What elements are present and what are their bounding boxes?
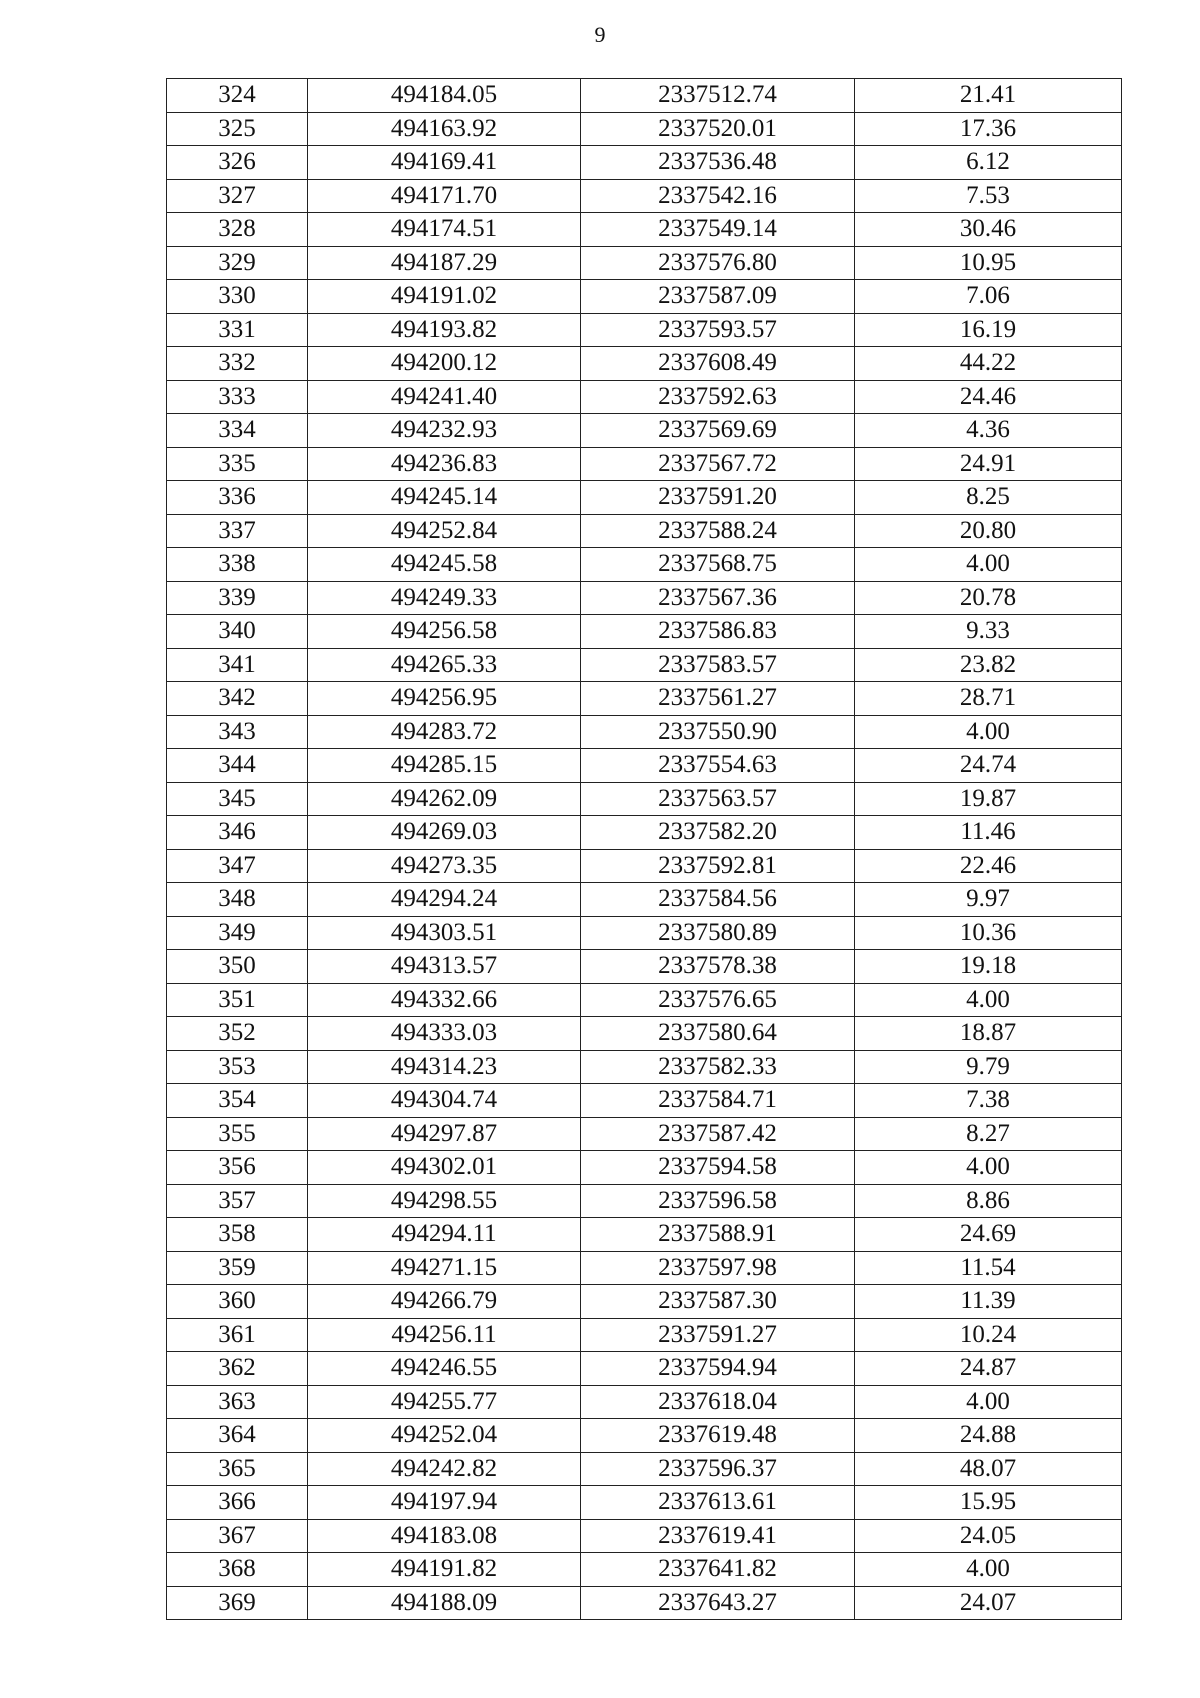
y-coordinate-cell: 2337549.14 [581, 213, 855, 247]
point-number-cell: 343 [167, 715, 308, 749]
x-coordinate-cell: 494252.04 [308, 1419, 581, 1453]
y-coordinate-cell: 2337591.20 [581, 481, 855, 515]
point-number-cell: 353 [167, 1050, 308, 1084]
y-coordinate-cell: 2337582.20 [581, 816, 855, 850]
distance-cell: 22.46 [855, 849, 1122, 883]
distance-cell: 23.82 [855, 648, 1122, 682]
point-number-cell: 354 [167, 1084, 308, 1118]
x-coordinate-cell: 494294.11 [308, 1218, 581, 1252]
y-coordinate-cell: 2337561.27 [581, 682, 855, 716]
y-coordinate-cell: 2337583.57 [581, 648, 855, 682]
table-row [167, 280, 1122, 314]
table-row [167, 313, 1122, 347]
y-coordinate-cell: 2337619.41 [581, 1519, 855, 1553]
table-row [167, 615, 1122, 649]
table-row [167, 146, 1122, 180]
x-coordinate-cell: 494171.70 [308, 179, 581, 213]
point-number-cell: 368 [167, 1553, 308, 1587]
point-number-cell: 351 [167, 983, 308, 1017]
x-coordinate-cell: 494245.58 [308, 548, 581, 582]
table-row [167, 916, 1122, 950]
table-row [167, 79, 1122, 113]
x-coordinate-cell: 494236.83 [308, 447, 581, 481]
distance-cell: 10.24 [855, 1318, 1122, 1352]
table-row [167, 883, 1122, 917]
y-coordinate-cell: 2337542.16 [581, 179, 855, 213]
distance-cell: 7.38 [855, 1084, 1122, 1118]
x-coordinate-cell: 494232.93 [308, 414, 581, 448]
y-coordinate-cell: 2337580.89 [581, 916, 855, 950]
distance-cell: 10.95 [855, 246, 1122, 280]
x-coordinate-cell: 494313.57 [308, 950, 581, 984]
point-number-cell: 326 [167, 146, 308, 180]
y-coordinate-cell: 2337587.42 [581, 1117, 855, 1151]
table-row [167, 246, 1122, 280]
x-coordinate-cell: 494256.58 [308, 615, 581, 649]
distance-cell: 4.00 [855, 1385, 1122, 1419]
y-coordinate-cell: 2337593.57 [581, 313, 855, 347]
distance-cell: 7.53 [855, 179, 1122, 213]
distance-cell: 21.41 [855, 79, 1122, 113]
point-number-cell: 338 [167, 548, 308, 582]
x-coordinate-cell: 494265.33 [308, 648, 581, 682]
coordinate-table-body [167, 79, 1122, 1620]
x-coordinate-cell: 494191.02 [308, 280, 581, 314]
table-row [167, 213, 1122, 247]
y-coordinate-cell: 2337641.82 [581, 1553, 855, 1587]
point-number-cell: 327 [167, 179, 308, 213]
point-number-cell: 361 [167, 1318, 308, 1352]
y-coordinate-cell: 2337512.74 [581, 79, 855, 113]
y-coordinate-cell: 2337536.48 [581, 146, 855, 180]
distance-cell: 24.74 [855, 749, 1122, 783]
distance-cell: 18.87 [855, 1017, 1122, 1051]
table-row [167, 1352, 1122, 1386]
point-number-cell: 335 [167, 447, 308, 481]
x-coordinate-cell: 494304.74 [308, 1084, 581, 1118]
distance-cell: 24.88 [855, 1419, 1122, 1453]
distance-cell: 24.69 [855, 1218, 1122, 1252]
x-coordinate-cell: 494297.87 [308, 1117, 581, 1151]
point-number-cell: 362 [167, 1352, 308, 1386]
distance-cell: 20.80 [855, 514, 1122, 548]
y-coordinate-cell: 2337580.64 [581, 1017, 855, 1051]
table-row [167, 682, 1122, 716]
distance-cell: 9.33 [855, 615, 1122, 649]
distance-cell: 4.36 [855, 414, 1122, 448]
point-number-cell: 328 [167, 213, 308, 247]
x-coordinate-cell: 494303.51 [308, 916, 581, 950]
distance-cell: 7.06 [855, 280, 1122, 314]
y-coordinate-cell: 2337587.30 [581, 1285, 855, 1319]
table-row [167, 1184, 1122, 1218]
distance-cell: 20.78 [855, 581, 1122, 615]
distance-cell: 4.00 [855, 1553, 1122, 1587]
distance-cell: 24.05 [855, 1519, 1122, 1553]
table-row [167, 1318, 1122, 1352]
point-number-cell: 346 [167, 816, 308, 850]
x-coordinate-cell: 494314.23 [308, 1050, 581, 1084]
y-coordinate-cell: 2337608.49 [581, 347, 855, 381]
distance-cell: 11.46 [855, 816, 1122, 850]
point-number-cell: 367 [167, 1519, 308, 1553]
table-row [167, 447, 1122, 481]
y-coordinate-cell: 2337568.75 [581, 548, 855, 582]
x-coordinate-cell: 494249.33 [308, 581, 581, 615]
table-row [167, 179, 1122, 213]
x-coordinate-cell: 494255.77 [308, 1385, 581, 1419]
point-number-cell: 349 [167, 916, 308, 950]
y-coordinate-cell: 2337584.71 [581, 1084, 855, 1118]
x-coordinate-cell: 494200.12 [308, 347, 581, 381]
y-coordinate-cell: 2337596.37 [581, 1452, 855, 1486]
point-number-cell: 364 [167, 1419, 308, 1453]
y-coordinate-cell: 2337576.80 [581, 246, 855, 280]
table-row [167, 347, 1122, 381]
table-row [167, 715, 1122, 749]
distance-cell: 24.91 [855, 447, 1122, 481]
y-coordinate-cell: 2337554.63 [581, 749, 855, 783]
y-coordinate-cell: 2337618.04 [581, 1385, 855, 1419]
x-coordinate-cell: 494252.84 [308, 514, 581, 548]
table-row [167, 112, 1122, 146]
table-row [167, 1586, 1122, 1620]
y-coordinate-cell: 2337591.27 [581, 1318, 855, 1352]
x-coordinate-cell: 494302.01 [308, 1151, 581, 1185]
table-row [167, 1553, 1122, 1587]
point-number-cell: 348 [167, 883, 308, 917]
x-coordinate-cell: 494197.94 [308, 1486, 581, 1520]
y-coordinate-cell: 2337643.27 [581, 1586, 855, 1620]
y-coordinate-cell: 2337569.69 [581, 414, 855, 448]
distance-cell: 24.87 [855, 1352, 1122, 1386]
page-number: 9 [594, 22, 606, 47]
x-coordinate-cell: 494163.92 [308, 112, 581, 146]
distance-cell: 11.54 [855, 1251, 1122, 1285]
point-number-cell: 365 [167, 1452, 308, 1486]
distance-cell: 9.79 [855, 1050, 1122, 1084]
point-number-cell: 333 [167, 380, 308, 414]
point-number-cell: 330 [167, 280, 308, 314]
x-coordinate-cell: 494187.29 [308, 246, 581, 280]
distance-cell: 19.87 [855, 782, 1122, 816]
x-coordinate-cell: 494184.05 [308, 79, 581, 113]
y-coordinate-cell: 2337582.33 [581, 1050, 855, 1084]
x-coordinate-cell: 494256.95 [308, 682, 581, 716]
table-row [167, 816, 1122, 850]
x-coordinate-cell: 494242.82 [308, 1452, 581, 1486]
table-row [167, 581, 1122, 615]
y-coordinate-cell: 2337594.58 [581, 1151, 855, 1185]
table-row [167, 1017, 1122, 1051]
distance-cell: 8.25 [855, 481, 1122, 515]
distance-cell: 19.18 [855, 950, 1122, 984]
point-number-cell: 331 [167, 313, 308, 347]
point-number-cell: 352 [167, 1017, 308, 1051]
x-coordinate-cell: 494273.35 [308, 849, 581, 883]
point-number-cell: 357 [167, 1184, 308, 1218]
distance-cell: 28.71 [855, 682, 1122, 716]
table-row [167, 1050, 1122, 1084]
y-coordinate-cell: 2337563.57 [581, 782, 855, 816]
table-row [167, 749, 1122, 783]
x-coordinate-cell: 494246.55 [308, 1352, 581, 1386]
distance-cell: 11.39 [855, 1285, 1122, 1319]
x-coordinate-cell: 494256.11 [308, 1318, 581, 1352]
table-row [167, 548, 1122, 582]
point-number-cell: 334 [167, 414, 308, 448]
distance-cell: 4.00 [855, 1151, 1122, 1185]
y-coordinate-cell: 2337619.48 [581, 1419, 855, 1453]
y-coordinate-cell: 2337567.72 [581, 447, 855, 481]
y-coordinate-cell: 2337588.91 [581, 1218, 855, 1252]
table-row [167, 1519, 1122, 1553]
table-row [167, 1251, 1122, 1285]
distance-cell: 4.00 [855, 983, 1122, 1017]
x-coordinate-cell: 494241.40 [308, 380, 581, 414]
coordinate-table [166, 78, 1122, 1620]
point-number-cell: 336 [167, 481, 308, 515]
distance-cell: 15.95 [855, 1486, 1122, 1520]
distance-cell: 24.46 [855, 380, 1122, 414]
y-coordinate-cell: 2337592.63 [581, 380, 855, 414]
x-coordinate-cell: 494269.03 [308, 816, 581, 850]
x-coordinate-cell: 494332.66 [308, 983, 581, 1017]
distance-cell: 16.19 [855, 313, 1122, 347]
point-number-cell: 350 [167, 950, 308, 984]
point-number-cell: 332 [167, 347, 308, 381]
distance-cell: 4.00 [855, 548, 1122, 582]
y-coordinate-cell: 2337550.90 [581, 715, 855, 749]
y-coordinate-cell: 2337576.65 [581, 983, 855, 1017]
point-number-cell: 356 [167, 1151, 308, 1185]
point-number-cell: 366 [167, 1486, 308, 1520]
distance-cell: 44.22 [855, 347, 1122, 381]
point-number-cell: 360 [167, 1285, 308, 1319]
y-coordinate-cell: 2337613.61 [581, 1486, 855, 1520]
y-coordinate-cell: 2337586.83 [581, 615, 855, 649]
x-coordinate-cell: 494285.15 [308, 749, 581, 783]
distance-cell: 6.12 [855, 146, 1122, 180]
table-row [167, 1218, 1122, 1252]
point-number-cell: 347 [167, 849, 308, 883]
y-coordinate-cell: 2337592.81 [581, 849, 855, 883]
table-row [167, 514, 1122, 548]
distance-cell: 24.07 [855, 1586, 1122, 1620]
distance-cell: 8.27 [855, 1117, 1122, 1151]
table-row [167, 950, 1122, 984]
distance-cell: 17.36 [855, 112, 1122, 146]
distance-cell: 10.36 [855, 916, 1122, 950]
point-number-cell: 363 [167, 1385, 308, 1419]
distance-cell: 48.07 [855, 1452, 1122, 1486]
table-row [167, 1084, 1122, 1118]
y-coordinate-cell: 2337587.09 [581, 280, 855, 314]
table-row [167, 849, 1122, 883]
point-number-cell: 369 [167, 1586, 308, 1620]
x-coordinate-cell: 494183.08 [308, 1519, 581, 1553]
y-coordinate-cell: 2337584.56 [581, 883, 855, 917]
y-coordinate-cell: 2337567.36 [581, 581, 855, 615]
y-coordinate-cell: 2337578.38 [581, 950, 855, 984]
table-row [167, 380, 1122, 414]
table-row [167, 983, 1122, 1017]
distance-cell: 4.00 [855, 715, 1122, 749]
x-coordinate-cell: 494245.14 [308, 481, 581, 515]
table-row [167, 1419, 1122, 1453]
y-coordinate-cell: 2337588.24 [581, 514, 855, 548]
point-number-cell: 325 [167, 112, 308, 146]
point-number-cell: 339 [167, 581, 308, 615]
distance-cell: 9.97 [855, 883, 1122, 917]
table-row [167, 481, 1122, 515]
point-number-cell: 355 [167, 1117, 308, 1151]
point-number-cell: 342 [167, 682, 308, 716]
point-number-cell: 345 [167, 782, 308, 816]
table-row [167, 1151, 1122, 1185]
x-coordinate-cell: 494266.79 [308, 1285, 581, 1319]
table-row [167, 1285, 1122, 1319]
y-coordinate-cell: 2337520.01 [581, 112, 855, 146]
table-row [167, 1117, 1122, 1151]
table-row [167, 782, 1122, 816]
table-row [167, 1452, 1122, 1486]
point-number-cell: 359 [167, 1251, 308, 1285]
point-number-cell: 358 [167, 1218, 308, 1252]
x-coordinate-cell: 494333.03 [308, 1017, 581, 1051]
y-coordinate-cell: 2337596.58 [581, 1184, 855, 1218]
y-coordinate-cell: 2337597.98 [581, 1251, 855, 1285]
table-row [167, 1385, 1122, 1419]
x-coordinate-cell: 494298.55 [308, 1184, 581, 1218]
table-row [167, 414, 1122, 448]
x-coordinate-cell: 494271.15 [308, 1251, 581, 1285]
x-coordinate-cell: 494188.09 [308, 1586, 581, 1620]
point-number-cell: 340 [167, 615, 308, 649]
x-coordinate-cell: 494262.09 [308, 782, 581, 816]
x-coordinate-cell: 494294.24 [308, 883, 581, 917]
point-number-cell: 329 [167, 246, 308, 280]
point-number-cell: 324 [167, 79, 308, 113]
point-number-cell: 341 [167, 648, 308, 682]
x-coordinate-cell: 494283.72 [308, 715, 581, 749]
x-coordinate-cell: 494174.51 [308, 213, 581, 247]
y-coordinate-cell: 2337594.94 [581, 1352, 855, 1386]
x-coordinate-cell: 494169.41 [308, 146, 581, 180]
point-number-cell: 337 [167, 514, 308, 548]
table-row [167, 1486, 1122, 1520]
x-coordinate-cell: 494193.82 [308, 313, 581, 347]
distance-cell: 30.46 [855, 213, 1122, 247]
point-number-cell: 344 [167, 749, 308, 783]
table-row [167, 648, 1122, 682]
distance-cell: 8.86 [855, 1184, 1122, 1218]
x-coordinate-cell: 494191.82 [308, 1553, 581, 1587]
